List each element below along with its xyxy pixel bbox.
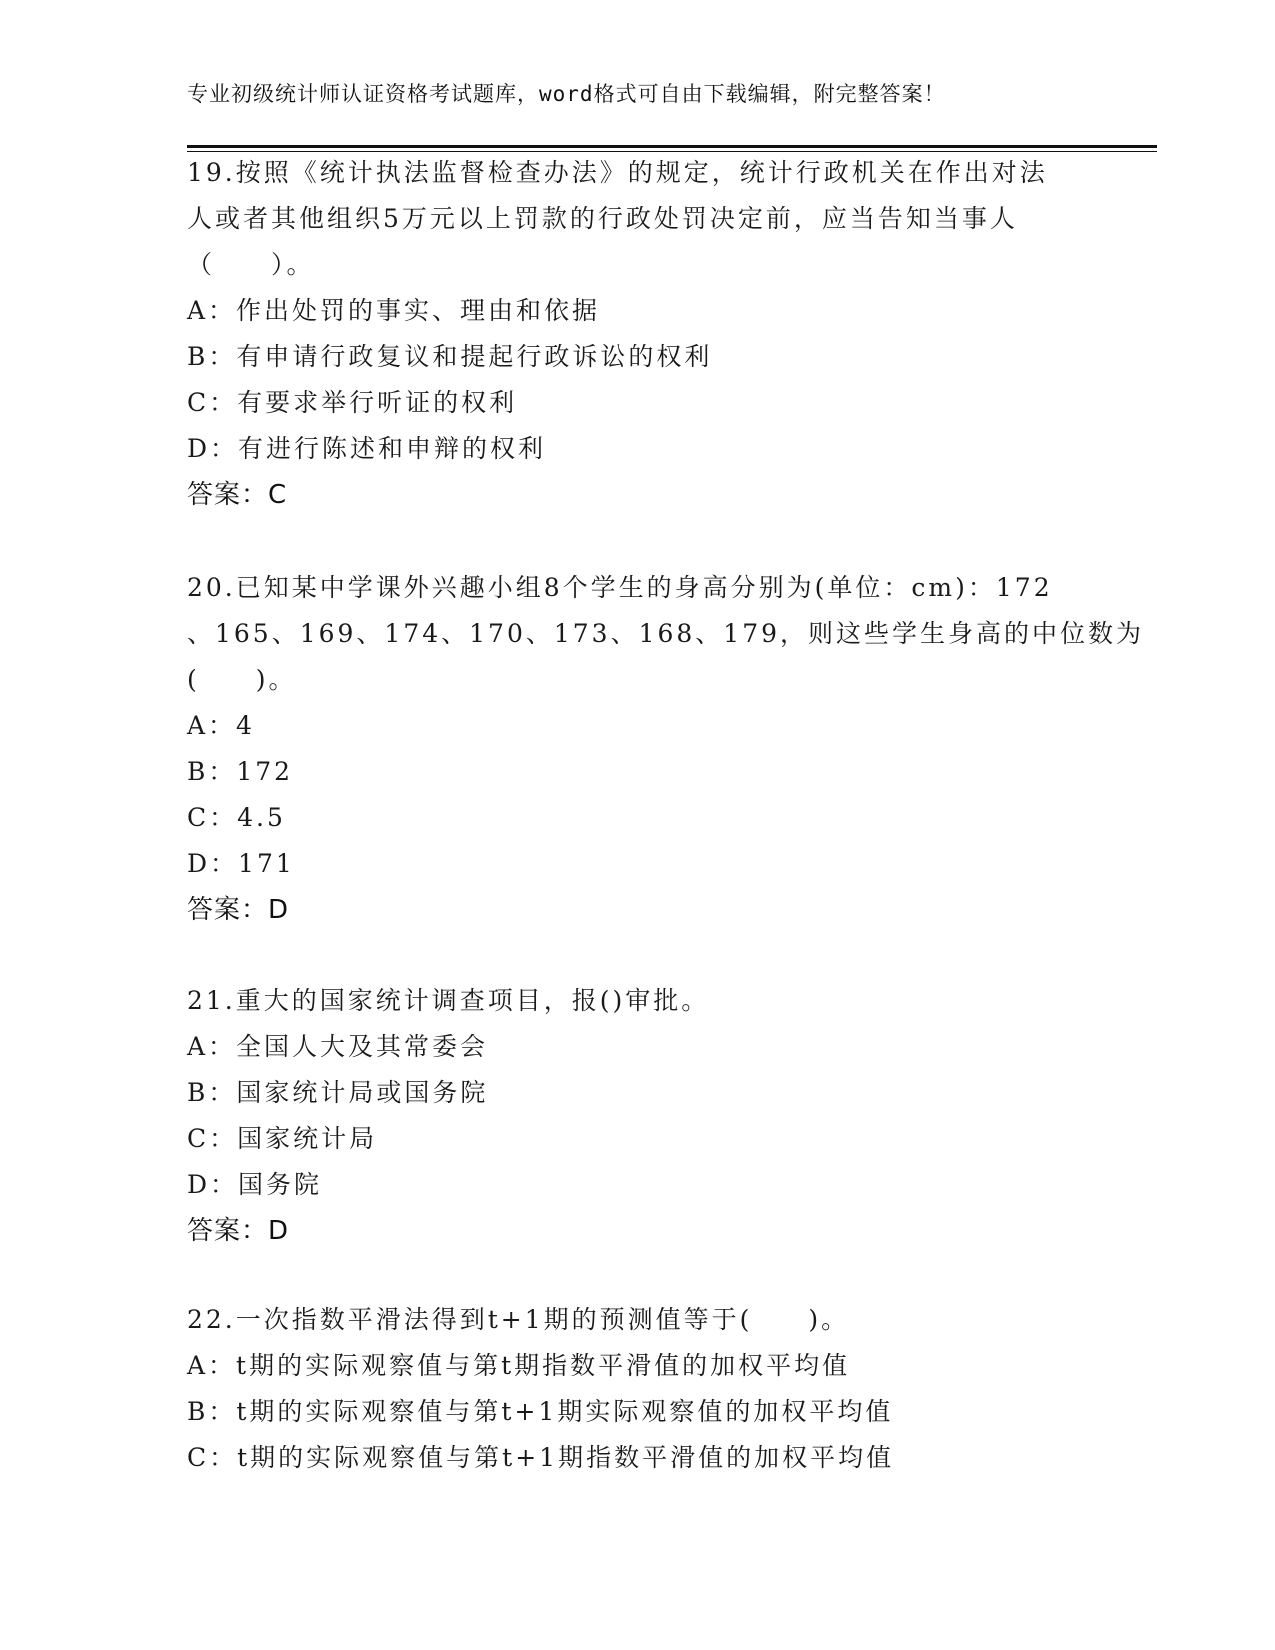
question-stem-line: 、165、169、174、170、173、168、179，则这些学生身高的中位数为 <box>187 619 1145 648</box>
answer-line: 答案：D <box>187 895 290 925</box>
question-21 <box>187 978 1087 1254</box>
question-stem-line: 22.一次指数平滑法得到t+1期的预测值等于( )。 <box>187 1305 850 1334</box>
option-b: B：国家统计局或国务院 <box>187 1078 489 1107</box>
option-c: C：国家统计局 <box>187 1124 378 1153</box>
question-22 <box>187 1297 1087 1481</box>
option-d: D：国务院 <box>187 1170 323 1199</box>
question-stem-line: ( )。 <box>187 665 297 694</box>
answer-line: 答案：D <box>187 1216 290 1246</box>
option-c: C：t期的实际观察值与第t+1期指数平滑值的加权平均值 <box>187 1443 895 1472</box>
question-stem-line: 20.已知某中学课外兴趣小组8个学生的身高分别为(单位：cm)：172 <box>187 573 1053 602</box>
option-a: A：作出处罚的事实、理由和依据 <box>187 296 601 325</box>
option-a: A：4 <box>187 711 255 740</box>
option-b: B：有申请行政复议和提起行政诉讼的权利 <box>187 342 713 371</box>
question-stem-line: 人或者其他组织5万元以上罚款的行政处罚决定前，应当告知当事人 <box>187 204 1018 233</box>
question-19 <box>187 150 1087 518</box>
option-a: A：全国人大及其常委会 <box>187 1032 489 1061</box>
header-rule-thick <box>187 145 1157 148</box>
question-stem-line: 21.重大的国家统计调查项目，报()审批。 <box>187 986 710 1015</box>
question-20 <box>187 565 1145 933</box>
option-b: B：t期的实际观察值与第t+1期实际观察值的加权平均值 <box>187 1397 894 1426</box>
answer-line: 答案：C <box>187 480 288 510</box>
page-header: 专业初级统计师认证资格考试题库，word格式可自由下载编辑，附完整答案！ <box>187 82 946 106</box>
option-c: C：有要求举行听证的权利 <box>187 388 518 417</box>
option-b: B：172 <box>187 757 294 786</box>
question-stem-line: 19.按照《统计执法监督检查办法》的规定，统计行政机关在作出对法 <box>187 158 1048 187</box>
question-stem-line: （ ）。 <box>187 250 315 279</box>
option-c: C：4.5 <box>187 803 286 832</box>
option-d: D：有进行陈述和申辩的权利 <box>187 434 547 463</box>
option-d: D：171 <box>187 849 295 878</box>
option-a: A：t期的实际观察值与第t期指数平滑值的加权平均值 <box>187 1351 851 1380</box>
